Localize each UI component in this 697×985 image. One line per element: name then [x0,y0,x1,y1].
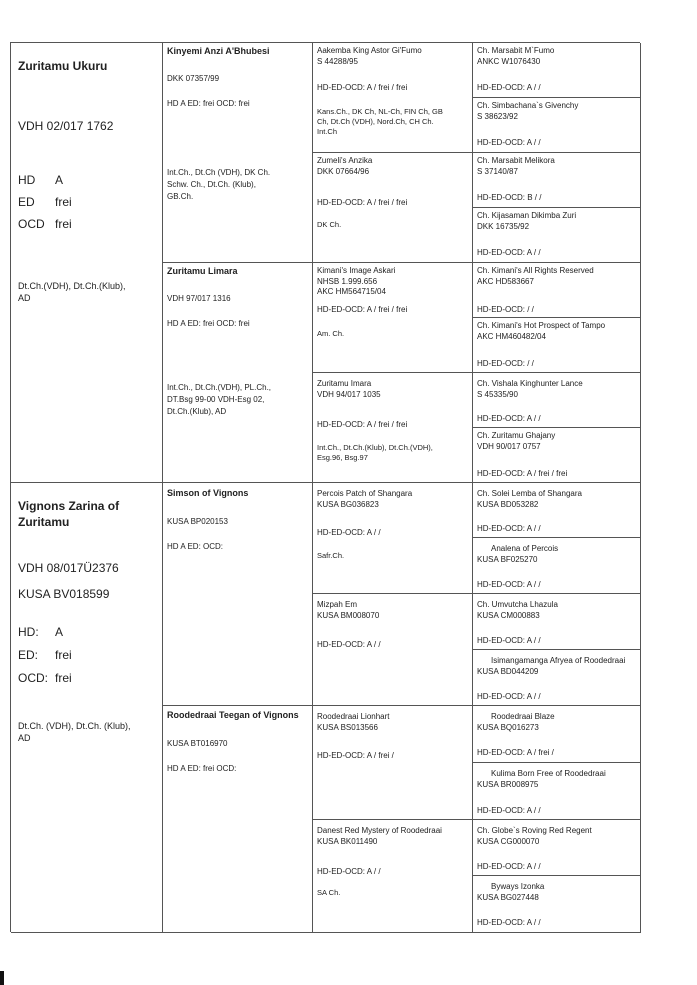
ggp-name: Ch. Kijasaman Dikimba Zuri [477,211,577,220]
dog-cell-2 [11,483,163,933]
dog-reg-2: KUSA BV018599 [18,587,110,601]
grandparent-reg: VDH 94/017 1035 [317,390,381,399]
parent-health: HD A ED: frei OCD: frei [167,99,250,108]
ggp-cell-2 [473,98,641,153]
parent-health: HD A ED: frei OCD: frei [167,319,250,328]
ggp-health: HD-ED-OCD: A / / [477,138,541,147]
grandparent-cell-7 [313,706,473,820]
ggp-health: HD-ED-OCD: A / / [477,918,541,927]
dog-name: Vignons Zarina of [18,499,120,513]
parent-titles-3: GB.Ch. [167,192,194,201]
dog-name-2: Zuritamu [18,515,70,529]
ggp-reg: ANKC W1076430 [477,57,541,66]
ed-value: frei [55,648,72,662]
dog-titles: Dt.Ch. (VDH), Dt.Ch. (Klub), [18,721,131,731]
parent-reg: VDH 97/017 1316 [167,294,231,303]
ggp-health: HD-ED-OCD: A / / [477,414,541,423]
ggp-cell-7 [473,373,641,428]
grandparent-titles-3: Int.Ch [317,127,338,136]
ggp-cell-15 [473,820,641,876]
ed-value: frei [55,195,72,209]
grandparent-titles: Am. Ch. [317,329,345,338]
scan-edge-mark [0,971,4,985]
grandparent-name: Mizpah Em [317,600,358,609]
ggp-name: Ch. Marsabit Melikora [477,156,555,165]
ggp-reg: DKK 16735/92 [477,222,530,231]
parent-reg: DKK 07357/99 [167,74,220,83]
hd-value: A [55,625,64,639]
ggp-name: Ch. Zuritamu Ghajany [477,431,556,440]
ggp-reg: S 37140/87 [477,167,518,176]
grandparent-name: Danest Red Mystery of Roodedraai [317,826,442,835]
ggp-name: Ch. Globe`s Roving Red Regent [477,826,592,835]
grandparent-reg: S 44288/95 [317,57,358,66]
parent-reg: KUSA BP020153 [167,517,228,526]
ggp-reg: KUSA BF025270 [477,555,538,564]
grandparent-name: Aakemba King Astor Gi'Fumo [317,46,422,55]
parent-cell-1 [163,43,313,263]
ggp-reg: KUSA CG000070 [477,837,540,846]
ggp-health: HD-ED-OCD: A / / [477,83,541,92]
grandparent-name: Zuritamu Imara [317,379,372,388]
ggp-name: Ch. Umvutcha Lhazula [477,600,558,609]
grandparent-name: Kimani's Image Askari [317,266,396,275]
pedigree-table [10,42,640,932]
grandparent-health: HD-ED-OCD: A / frei / frei [317,420,408,429]
ggp-name: Ch. Kimani's All Rights Reserved [477,266,594,275]
parent-cell-3 [163,483,313,706]
hd-label: HD [18,173,36,187]
ocd-value: frei [55,217,72,231]
ggp-health: HD-ED-OCD: A / / [477,806,541,815]
grandparent-titles: SA Ch. [317,888,341,897]
ggp-name: Roodedraai Blaze [491,712,555,721]
grandparent-health: HD-ED-OCD: A / frei / [317,751,394,760]
parent-titles-2: Schw. Ch., Dt.Ch. (Klub), [167,180,256,189]
ggp-cell-10 [473,538,641,594]
dog-titles: Dt.Ch.(VDH), Dt.Ch.(Klub), [18,281,126,291]
ggp-cell-11 [473,594,641,650]
grandparent-name: Percois Patch of Shangara [317,489,413,498]
ggp-cell-1 [473,43,641,98]
grandparent-name: Zumeli's Anzika [317,156,373,165]
ggp-reg: KUSA BR008975 [477,780,539,789]
hd-value: A [55,173,64,187]
parent-name: Simson of Vignons [167,488,249,498]
ggp-health: HD-ED-OCD: A / frei / [477,748,554,757]
ggp-name: Ch. Kimani's Hot Prospect of Tampo [477,321,606,330]
ggp-name: Ch. Simbachana`s Givenchy [477,101,579,110]
ggp-reg: AKC HD583667 [477,277,534,286]
ggp-reg: VDH 90/017 0757 [477,442,541,451]
grandparent-health: HD-ED-OCD: A / / [317,640,381,649]
grandparent-titles: Safr.Ch. [317,551,345,560]
ggp-health: HD-ED-OCD: B / / [477,193,542,202]
parent-cell-4 [163,706,313,933]
parent-titles: Int.Ch., Dt.Ch (VDH), DK Ch. [167,168,271,177]
grandparent-reg: KUSA BG036823 [317,500,379,509]
ggp-cell-8 [473,428,641,483]
ocd-value: frei [55,671,72,685]
dog-reg: VDH 08/017Ü2376 [18,561,119,575]
ggp-name: Ch. Solei Lemba of Shangara [477,489,582,498]
ggp-reg: KUSA BQ016273 [477,723,539,732]
ggp-name: Analena of Percois [491,544,559,553]
ggp-reg: KUSA BD053282 [477,500,539,509]
parent-health: HD A ED: OCD: [167,542,224,551]
grandparent-health: HD-ED-OCD: A / / [317,528,381,537]
ggp-health: HD-ED-OCD: / / [477,359,534,368]
ggp-reg: KUSA BG027448 [477,893,539,902]
ggp-name: Ch. Marsabit M`Fumo [477,46,555,55]
grandparent-health: HD-ED-OCD: A / frei / frei [317,83,408,92]
ggp-cell-12 [473,650,641,706]
ggp-health: HD-ED-OCD: A / frei / frei [477,469,568,478]
ggp-cell-6 [473,318,641,373]
ggp-health: HD-ED-OCD: A / / [477,580,541,589]
parent-titles-3: Dt.Ch.(Klub), AD [167,407,227,416]
parent-cell-2 [163,263,313,483]
grandparent-cell-1 [313,43,473,153]
ggp-cell-16 [473,876,641,933]
parent-titles: Int.Ch., Dt.Ch.(VDH), PL.Ch., [167,383,272,392]
ggp-health: HD-ED-OCD: A / / [477,636,541,645]
ed-label: ED [18,195,35,209]
grandparent-reg-2: AKC HM564715/04 [317,287,386,296]
ggp-reg: S 45335/90 [477,390,518,399]
grandparent-name: Roodedraai Lionhart [317,712,390,721]
ocd-label: OCD [18,217,45,231]
grandparent-cell-4 [313,373,473,483]
parent-name: Kinyemi Anzi A'Bhubesi [167,46,270,56]
ggp-health: HD-ED-OCD: A / / [477,862,541,871]
ggp-name: Byways Izonka [491,882,545,891]
grandparent-reg: KUSA BS013566 [317,723,378,732]
grandparent-titles: DK Ch. [317,220,342,229]
grandparent-titles: Int.Ch., Dt.Ch.(Klub), Dt.Ch.(VDH), [317,443,433,452]
ggp-cell-14 [473,763,641,820]
ed-label: ED: [18,648,39,662]
dog-cell-1 [11,43,163,483]
grandparent-health: HD-ED-OCD: A / frei / frei [317,305,408,314]
ggp-cell-4 [473,208,641,263]
grandparent-cell-6 [313,594,473,706]
dog-titles-2: AD [18,733,31,743]
grandparent-titles: Kans.Ch., DK Ch, NL-Ch, FIN Ch, GB [317,107,443,116]
ggp-health: HD-ED-OCD: A / / [477,692,541,701]
dog-reg: VDH 02/017 1762 [18,119,114,133]
grandparent-reg: KUSA BM008070 [317,611,380,620]
ggp-cell-13 [473,706,641,763]
ggp-name: Kulima Born Free of Roodedraai [491,769,606,778]
hd-label: HD: [18,625,39,639]
ggp-health: HD-ED-OCD: / / [477,305,534,314]
parent-name: Roodedraai Teegan of Vignons [167,710,299,720]
ggp-reg: KUSA CM000883 [477,611,540,620]
grandparent-reg: DKK 07664/96 [317,167,370,176]
ggp-cell-3 [473,153,641,208]
grandparent-titles-2: Esg.96, Bsg.97 [317,453,368,462]
dog-name: Zuritamu Ukuru [18,59,108,73]
parent-reg: KUSA BT016970 [167,739,228,748]
grandparent-titles-2: Ch, Dt.Ch (VDH), Nord.Ch, CH Ch. [317,117,434,126]
ggp-health: HD-ED-OCD: A / / [477,248,541,257]
ocd-label: OCD: [18,671,48,685]
grandparent-health: HD-ED-OCD: A / / [317,867,381,876]
grandparent-reg: KUSA BK011490 [317,837,378,846]
grandparent-cell-3 [313,263,473,373]
parent-name: Zuritamu Limara [167,266,238,276]
grandparent-health: HD-ED-OCD: A / frei / frei [317,198,408,207]
ggp-reg: S 38623/92 [477,112,518,121]
grandparent-cell-5 [313,483,473,594]
ggp-name: Isimangamanga Afryea of Roodedraai [491,656,626,665]
grandparent-cell-2 [313,153,473,263]
ggp-health: HD-ED-OCD: A / / [477,524,541,533]
grandparent-reg: NHSB 1.999.656 [317,277,378,286]
ggp-reg: AKC HM460482/04 [477,332,546,341]
grandparent-cell-8 [313,820,473,933]
ggp-reg: KUSA BD044209 [477,667,539,676]
parent-titles-2: DT.Bsg 99-00 VDH-Esg 02, [167,395,265,404]
ggp-cell-9 [473,483,641,538]
parent-health: HD A ED: frei OCD: [167,764,237,773]
ggp-cell-5 [473,263,641,318]
dog-titles-2: AD [18,293,31,303]
ggp-name: Ch. Vishala Kinghunter Lance [477,379,583,388]
